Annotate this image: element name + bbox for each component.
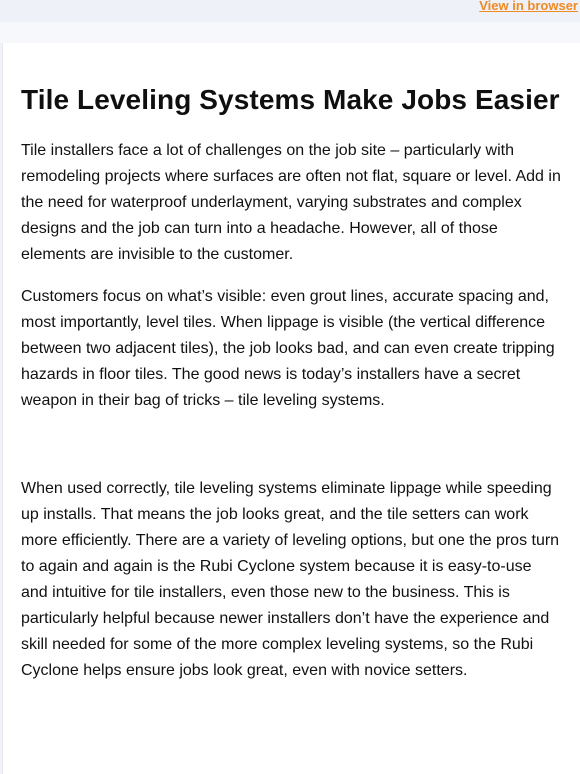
top-bar	[0, 0, 580, 22]
article	[21, 76, 561, 684]
header-spacer	[0, 22, 580, 43]
article-title: Tile Leveling Systems Make Jobs Easier	[21, 84, 560, 115]
paragraph-spacer	[21, 414, 561, 476]
article-paragraph-3: When used correctly, tile leveling systems eliminate lippage while speeding up installs. That means the job looks great, and the tile setters can work more efficiently. There are a variety of leveling options, but one the pros turn to again and again is the Rubi Cyclone system because it is easy-to-use and intuitive for tile installers, even those new to the business. This is particularly helpful because newer installers don’t have the experience and skill needed for some of the more complex leveling systems, so the Rubi Cyclone helps ensure jobs look great, even with novice setters.	[21, 480, 560, 679]
view-in-browser-link[interactable]: View in browser	[479, 0, 578, 13]
article-paragraph-1: Tile installers face a lot of challenges on the job site – particularly with remodeling projects where surfaces are often not flat, square or level. Add in the need for waterproof underlayment, varying substrates and complex designs and the job can turn into a headache. However, all of those elements are invisible to the customer.	[21, 142, 561, 263]
article-paragraph-2: Customers focus on what’s visible: even grout lines, accurate spacing and, most importantly, level tiles. When lippage is visible (the vertical difference between two adjacent tiles), the job looks bad, and can even create tripping hazards in floor tiles. The good news is today’s installers have a secret weapon in their bag of tricks – tile leveling systems.	[21, 288, 555, 409]
